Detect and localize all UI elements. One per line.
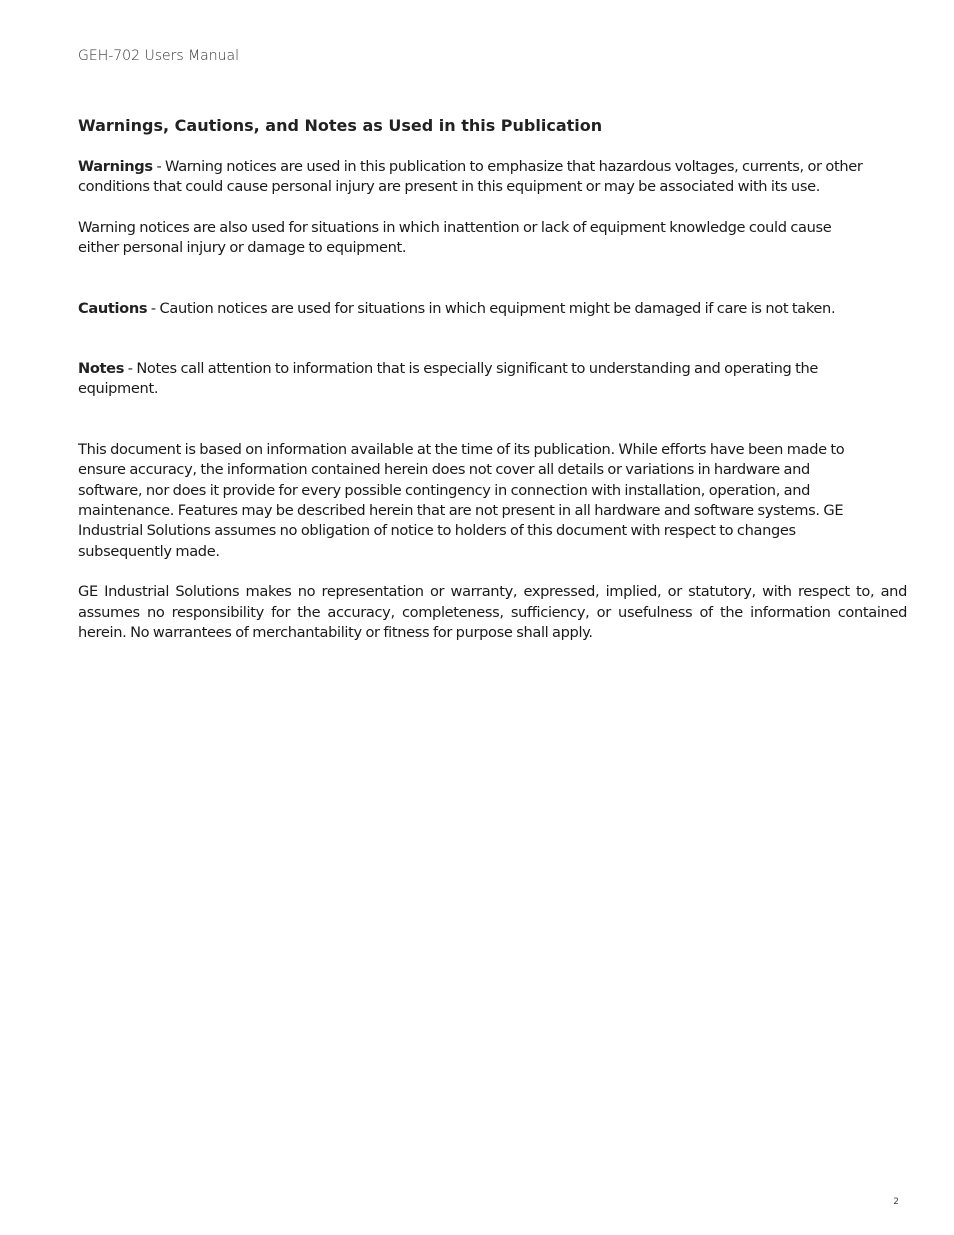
page-content	[78, 116, 908, 644]
running-header: GEH-702 Users Manual	[78, 48, 239, 64]
notes-term: Notes	[78, 360, 125, 378]
warnings-paragraph	[78, 157, 868, 198]
notes-paragraph	[78, 359, 868, 400]
section-title: Warnings, Cautions, and Notes as Used in this Publication	[78, 116, 603, 135]
page-number: 2	[893, 1197, 899, 1207]
warnings-additional-paragraph: Warning notices are also used for situations in which inattention or lack of equipment knowledge could cause either personal injury or damage to equipment.	[78, 218, 832, 257]
document-disclaimer-paragraph: This document is based on information available at the time of its publication. While efforts have been made to ensure accuracy, the information contained herein does not cover all details or variations in hardware and software, nor does it provide for every possible contingency in connection with installation, operation, and maintenance. Features may be described herein that are not present in all hardware and software systems. GE Industrial Solutions assumes no obligation of notice to holders of this document with respect to changes subsequently made.	[78, 440, 845, 560]
cautions-term: Cautions	[78, 299, 148, 317]
warranty-disclaimer-paragraph: GE Industrial Solutions makes no representation or warranty, expressed, implied, or statutory, with respect to, and assumes no responsibility for the accuracy, completeness, sufficiency, or usefulness of the information contained herein. No warrantees of merchantability or fitness for purpose shall apply.	[78, 583, 907, 642]
cautions-paragraph	[78, 299, 908, 319]
warnings-text: - Warning notices are used in this publication to emphasize that hazardous voltages, currents, or other conditions that could cause personal injury are present in this equipment or may be associated with its use.	[78, 158, 863, 196]
notes-text: - Notes call attention to information that is especially significant to understanding and operating the equipment.	[78, 360, 818, 398]
cautions-text: - Caution notices are used for situations in which equipment might be damaged if care is not taken.	[147, 299, 836, 317]
warnings-term: Warnings	[78, 158, 153, 175]
